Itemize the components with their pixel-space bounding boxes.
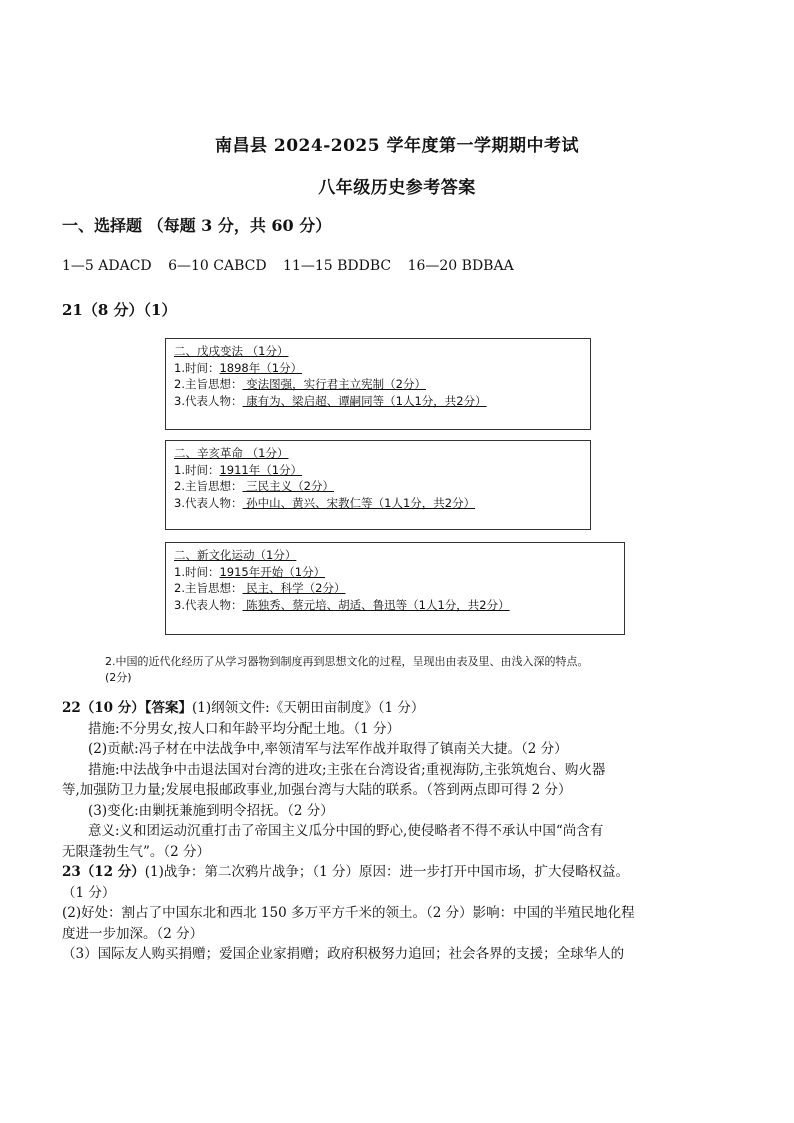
box-heading: 二、新文化运动（1分） (174, 548, 297, 562)
mc-answer-group: 6—10 CABCD (168, 258, 267, 274)
page-subtitle: 八年级历史参考答案 (318, 178, 476, 198)
box-time-row: 1.时间：1898年（1分） (174, 360, 303, 375)
question-22-answer: 22（10 分）【答案】(1)纲领文件:《天朝田亩制度》（1 分） 措施:不分男女,按人口和年龄平均分配土地。（1 分） (2)贡献:冯子材在中法战争中,率领清军与法军作战并取得了镇南关大捷。（2 分） 措施:中法战争中击退法国对台湾的进攻;主张在台湾设省;重视海防,主张筑炮台、购火器 等,加强防卫力量;发展电报邮政事业,加强台湾与大陆的联系。（答到两点即可得 2 分） (3)变化:由剿抚兼施到明令招抚。（2 分） 意义:义和团运动沉重打击了帝国主义瓜分中国的野心,使侵略者不得不承认中国“尚含有 无限蓬勃生气”。（2 分） (62, 700, 606, 860)
section-multiple-choice-heading: 一、选择题 （每题 3 分，共 60 分） (62, 216, 332, 235)
question-21-note-score: (2分) (105, 671, 132, 684)
question-23-answer: 23（12 分）(1)战争：第二次鸦片战争；（1 分）原因：进一步打开中国市场，扩大侵略权益。 （1 分） (2)好处：割占了中国东北和西北 150 多万平方千米的领土。（2 分）影响：中国的半殖民地化程 度进一步加深。（2 分） （3）国际友人购买捐赠；爱国企业家捐赠；政府积极努力追回；社会各界的支援；全球华人的 (62, 864, 635, 962)
mc-answer-group: 16—20 BDBAA (407, 258, 514, 274)
box-idea-row: 2.主旨思想： 民主、科学（2分） (174, 581, 346, 595)
answer-box-xinhai-revolution (165, 440, 591, 530)
box-people-row: 3.代表人物： 陈独秀、蔡元培、胡适、鲁迅等（1人1分，共2分） (174, 597, 510, 612)
mc-answer-group: 1—5 ADACD (62, 258, 152, 274)
answer-box-new-culture-movement (165, 542, 625, 635)
box-time-row: 1.时间：1911年（1分） (174, 462, 303, 477)
multiple-choice-answers (62, 258, 526, 274)
page-title: 南昌县 2024-2025 学年度第一学期期中考试 (214, 136, 580, 156)
box-heading: 二、辛亥革命 （1分） (174, 446, 289, 460)
answer-box-wuxu-reform (165, 338, 591, 430)
box-idea-row: 2.主旨思想： 三民主义（2分） (174, 479, 334, 493)
mc-answer-group: 11—15 BDDBC (283, 258, 392, 274)
question-21-note: 2.中国的近代化经历了从学习器物到制度再到思想文化的过程，呈现出由表及里、由浅入深的特点。 (105, 655, 589, 668)
question-23-number: 23（12 分） (62, 864, 145, 880)
box-people-row: 3.代表人物： 康有为、梁启超、谭嗣同等（1人1分，共2分） (174, 393, 487, 408)
question-21-heading: 21（8 分）（1） (62, 301, 177, 319)
answer-tag: 【答案】 (144, 700, 193, 716)
box-time-row: 1.时间：1915年开始（1分） (174, 564, 326, 579)
box-idea-row: 2.主旨思想： 变法图强，实行君主立宪制（2分） (174, 377, 426, 391)
box-people-row: 3.代表人物： 孙中山、黄兴、宋教仁等（1人1分，共2分） (174, 495, 476, 510)
question-22-number: 22（10 分） (62, 700, 145, 716)
box-heading: 二、戊戌变法 （1分） (174, 344, 289, 358)
